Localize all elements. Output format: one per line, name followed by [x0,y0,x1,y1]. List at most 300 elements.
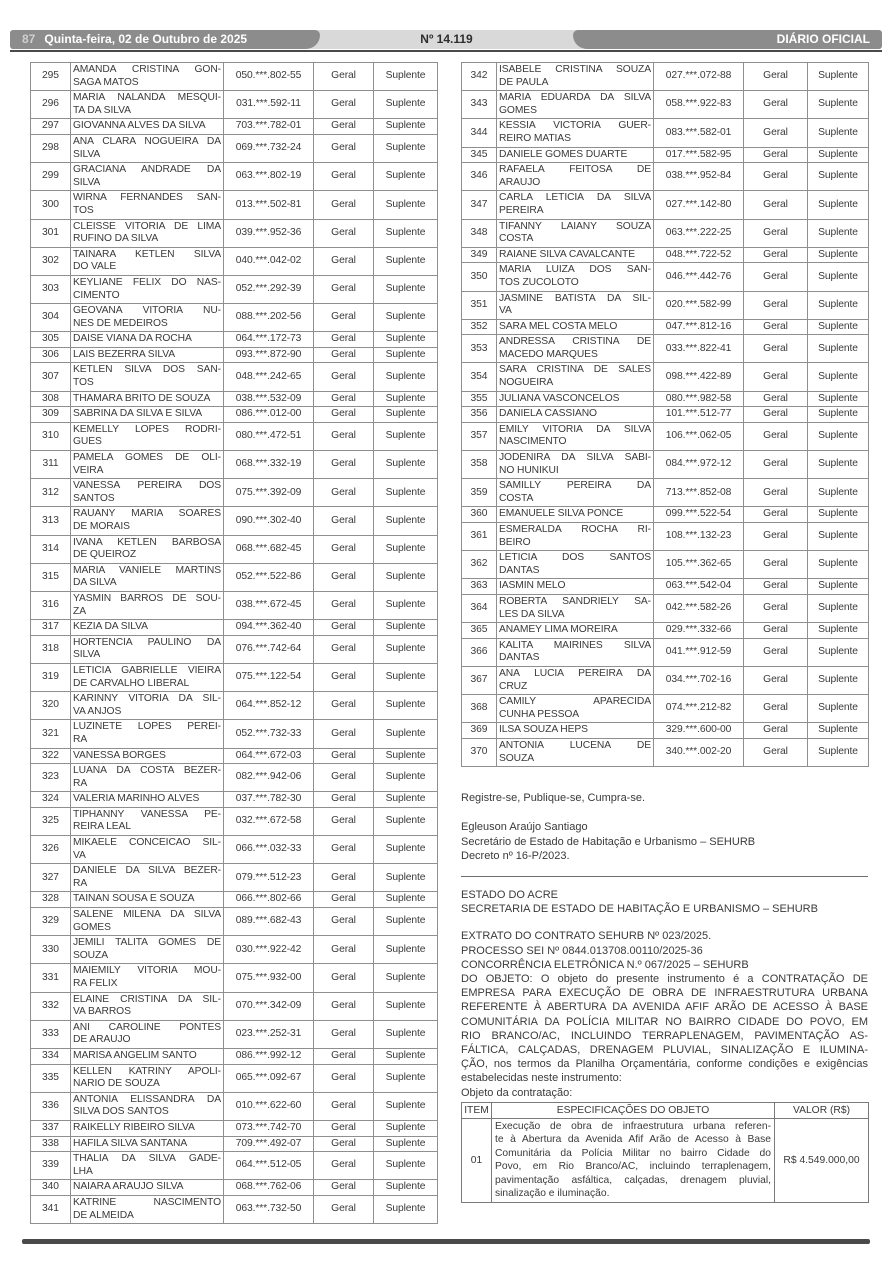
entry-number: 308 [31,391,71,407]
status-cell: Suplente [374,507,438,535]
status-cell: Suplente [374,391,438,407]
status-cell: Suplente [374,836,438,864]
category-cell: Geral [314,407,374,423]
candidate-name [497,523,654,551]
status-cell: Suplente [374,407,438,423]
entry-number: 338 [31,1136,71,1152]
candidate-name-line: MIKAELE CONCEICAO SIL- [73,837,221,849]
cpf-masked: 703.***.782-01 [224,119,314,135]
candidate-name-line: ANDRESSA CRISTINA DE [499,336,651,348]
entry-number: 325 [31,807,71,835]
status-cell: Suplente [374,807,438,835]
candidate-name-line: VA [499,305,512,317]
category-cell: Geral [744,479,808,507]
category-cell: Geral [314,591,374,619]
status-cell: Suplente [808,219,869,247]
candidate-row [462,63,869,91]
candidate-name [71,1180,224,1196]
status-cell: Suplente [374,764,438,792]
contract-object-line: RIO BRANCO/AC, INCLUINDO TERRAPLENAGEM, PAVIMENTAÇÃO AS- [461,1029,868,1042]
candidate-name-line: CRUZ [499,680,528,692]
candidate-name-line: LETICIA DOS SANTOS [499,552,651,564]
candidate-row [462,579,869,595]
cpf-masked: 089.***.682-43 [224,908,314,936]
entry-number: 305 [31,332,71,348]
category-cell: Geral [314,864,374,892]
candidate-name [497,723,654,739]
candidate-row [462,191,869,219]
status-cell: Suplente [808,363,869,391]
candidate-row [31,304,438,332]
candidate-name-line: RA FELIX [73,978,118,989]
candidate-row [31,836,438,864]
candidate-table-right [461,62,869,767]
status-cell: Suplente [374,720,438,748]
entry-number: 365 [462,623,497,639]
entry-number: 311 [31,451,71,479]
cpf-masked: 039.***.952-36 [224,219,314,247]
candidate-name-line: ANTONIA ELISSANDRA DA [73,1093,221,1105]
candidate-name-line: KARINNY VITORIA DA SIL- [73,693,221,705]
category-cell: Geral [744,391,808,407]
candidate-name [71,1048,224,1064]
candidate-name [71,864,224,892]
candidate-name [71,479,224,507]
candidate-row [462,335,869,363]
candidate-name-line: SANTOS [73,492,115,504]
cpf-masked: 329.***.600-00 [654,723,744,739]
candidate-name [71,363,224,391]
candidate-name-line: KEZIA DA SILVA [73,621,148,633]
candidate-name [71,748,224,764]
candidate-name [71,1195,224,1223]
cpf-masked: 063.***.222-25 [654,219,744,247]
candidate-row [462,407,869,423]
entry-number: 334 [31,1048,71,1064]
candidate-name [497,666,654,694]
cpf-masked: 076.***.742-64 [224,635,314,663]
candidate-name-line: WIRNA FERNANDES SAN- [73,192,221,204]
category-cell: Geral [314,422,374,450]
candidate-name-line: RA [73,733,88,745]
candidate-name [71,807,224,835]
status-cell: Suplente [808,335,869,363]
contract-col-spec: ESPECIFICAÇÕES DO OBJETO [492,1102,775,1118]
signatory-role: Secretário de Estado de Habitação e Urbanismo – SEHURB [461,835,756,848]
candidate-name-line: DE ALMEIDA [73,1209,134,1221]
entry-number: 298 [31,134,71,162]
candidate-name-line: SALENE MILENA DA SILVA [73,909,221,921]
status-cell: Suplente [808,91,869,119]
category-cell: Geral [314,1152,374,1180]
category-cell: Geral [314,507,374,535]
candidate-name [497,319,654,335]
entry-number: 355 [462,391,497,407]
candidate-name-line: TOS ZUCOLOTO [499,276,579,288]
status-cell: Suplente [808,422,869,450]
status-cell: Suplente [808,523,869,551]
candidate-name [497,479,654,507]
candidate-name-line: PAMELA GOMES DE OLI- [73,452,221,464]
status-cell: Suplente [374,332,438,348]
status-cell: Suplente [808,738,869,766]
status-cell: Suplente [374,563,438,591]
contract-bid-number: CONCORRÊNCIA ELETRÔNICA N.º 067/2025 – SEHURB [461,958,749,971]
contract-object-label: Objeto da contratação: [461,1086,573,1099]
cpf-masked: 052.***.732-33 [224,720,314,748]
candidate-name [71,591,224,619]
status-cell: Suplente [374,1092,438,1120]
candidate-name-line: DAISE VIANA DA ROCHA [73,333,192,345]
candidate-name-line: SAGA MATOS [73,76,139,88]
status-cell: Suplente [374,91,438,119]
cpf-masked: 038.***.532-09 [224,391,314,407]
cpf-masked: 084.***.972-12 [654,451,744,479]
header-date: Quinta-feira, 02 de Outubro de 2025 [44,32,248,46]
contract-value: R$ 4.549.000,00 [775,1118,869,1202]
entry-number: 346 [462,163,497,191]
category-cell: Geral [314,892,374,908]
contract-object-line: FÁLTICA, CALÇADAS, DRENAGEM PLUVIAL, SINALIZAÇÃO E ILUMINA- [461,1043,868,1056]
candidate-name [71,247,224,275]
entry-number: 358 [462,451,497,479]
category-cell: Geral [314,908,374,936]
candidate-row [31,1064,438,1092]
candidate-row [31,1020,438,1048]
right-column [461,62,868,1203]
candidate-name [497,147,654,163]
category-cell: Geral [314,692,374,720]
candidate-name-line: GUES [73,436,102,448]
contract-object-line: ÇÃO, nos termos da Planilha Orçamentária, conforme condições e exigências [461,1058,868,1071]
entry-number: 297 [31,119,71,135]
category-cell: Geral [314,1180,374,1196]
candidate-name [71,620,224,636]
category-cell: Geral [744,623,808,639]
candidate-name [71,1152,224,1180]
contract-object-line: REFERENTE À ABERTURA DA AVENIDA AFIF ARÃO DE ACESSO À BASE [461,1001,868,1014]
candidate-name-line: NAIARA ARAUJO SILVA [73,1181,184,1193]
entry-number: 310 [31,422,71,450]
entry-number: 367 [462,666,497,694]
entry-number: 363 [462,579,497,595]
candidate-name [71,908,224,936]
candidate-name-line: DANIELA CASSIANO [499,408,597,420]
candidate-name-line: GEOVANA VITORIA NU- [73,305,221,317]
candidate-name [71,347,224,363]
entry-number: 337 [31,1120,71,1136]
candidate-row [462,551,869,579]
category-cell: Geral [314,363,374,391]
category-cell: Geral [314,1195,374,1223]
category-cell: Geral [314,391,374,407]
status-cell: Suplente [808,579,869,595]
category-cell: Geral [314,479,374,507]
candidate-name-line: MACEDO MARQUES [499,348,598,360]
candidate-name-line: PEREIRA [499,204,544,216]
candidate-name [497,391,654,407]
candidate-row [31,748,438,764]
cpf-masked: 046.***.442-76 [654,263,744,291]
entry-number: 340 [31,1180,71,1196]
candidate-name-line: RAIANE SILVA CAVALCANTE [499,248,635,260]
category-cell: Geral [314,304,374,332]
category-cell: Geral [314,219,374,247]
candidate-row [31,864,438,892]
category-cell: Geral [744,407,808,423]
status-cell: Suplente [374,304,438,332]
entry-number: 316 [31,591,71,619]
candidate-row [31,563,438,591]
edition-number: Nº 14.119 [420,32,473,46]
candidate-row [462,479,869,507]
candidate-row [31,964,438,992]
candidate-row [31,892,438,908]
status-cell: Suplente [808,319,869,335]
candidate-name-line: DANTAS [499,564,540,576]
candidate-name-line: LES DA SILVA [499,608,565,620]
entry-number: 314 [31,535,71,563]
status-cell: Suplente [808,551,869,579]
candidate-name-line: KALITA MAIRINES SILVA [499,639,651,651]
entry-number: 335 [31,1064,71,1092]
candidate-row [31,1092,438,1120]
candidate-row [31,363,438,391]
candidate-name-line: TIFANNY LAIANY SOUZA [499,220,651,232]
category-cell: Geral [314,91,374,119]
cpf-masked: 066.***.802-66 [224,892,314,908]
cpf-masked: 013.***.502-81 [224,191,314,219]
candidate-name [71,964,224,992]
cpf-masked: 052.***.292-39 [224,275,314,303]
category-cell: Geral [314,992,374,1020]
cpf-masked: 032.***.672-58 [224,807,314,835]
candidate-name-line: ESMERALDA ROCHA RI- [499,524,651,535]
cpf-masked: 020.***.582-99 [654,291,744,319]
cpf-masked: 050.***.802-55 [224,63,314,91]
category-cell: Geral [314,720,374,748]
status-cell: Suplente [374,864,438,892]
candidate-name [71,992,224,1020]
entry-number: 296 [31,91,71,119]
category-cell: Geral [744,319,808,335]
entry-number: 336 [31,1092,71,1120]
candidate-name-line: NARIO DE SOUZA [73,1078,160,1090]
status-cell: Suplente [808,147,869,163]
status-cell: Suplente [374,134,438,162]
candidate-name-line: HAFILA SILVA SANTANA [73,1137,188,1149]
candidate-name-line: LUZINETE LOPES PEREI- [73,721,221,733]
entry-number: 318 [31,635,71,663]
candidate-row [31,422,438,450]
candidate-name-line: NO HUNIKUI [499,464,559,476]
candidate-name [497,594,654,622]
entry-number: 326 [31,836,71,864]
candidate-name [497,623,654,639]
entry-number: 300 [31,191,71,219]
candidate-name-line: RAIKELLY RIBEIRO SILVA [73,1121,195,1133]
candidate-row [31,332,438,348]
contract-spec-line: Comunitária da Polícia Militar no bairro Cidade do [495,1147,771,1159]
candidate-name [71,304,224,332]
contract-row [462,1118,869,1202]
status-cell: Suplente [374,908,438,936]
status-cell: Suplente [374,620,438,636]
candidate-row [462,391,869,407]
candidate-name [71,692,224,720]
cpf-masked: 023.***.252-31 [224,1020,314,1048]
candidate-name [71,792,224,808]
candidate-row [462,451,869,479]
status-cell: Suplente [374,535,438,563]
cpf-masked: 074.***.212-82 [654,695,744,723]
status-cell: Suplente [374,635,438,663]
candidate-name-line: EMILY VITORIA DA SILVA [499,423,651,435]
candidate-name-line: ANTONIA LUCENA DE [499,739,651,751]
candidate-row [31,507,438,535]
candidate-name-line: SARA MEL COSTA MELO [499,320,618,332]
status-cell: Suplente [808,666,869,694]
status-cell: Suplente [374,748,438,764]
cpf-masked: 098.***.422-89 [654,363,744,391]
category-cell: Geral [314,663,374,691]
candidate-name [497,291,654,319]
cpf-masked: 037.***.782-30 [224,792,314,808]
candidate-name-line: MAIEMILY VITORIA MOU- [73,965,221,977]
candidate-name-line: SILVA [73,649,101,661]
section-divider [461,876,868,877]
entry-number: 370 [462,738,497,766]
candidate-row [31,792,438,808]
cpf-masked: 063.***.542-04 [654,579,744,595]
candidate-name-line: MARIA NALANDA MESQUI- [73,92,221,104]
category-cell: Geral [744,91,808,119]
candidate-name-line: JODENIRA DA SILVA SABI- [499,452,651,464]
status-cell: Suplente [808,695,869,723]
candidate-row [31,992,438,1020]
entry-number: 306 [31,347,71,363]
entry-number: 319 [31,663,71,691]
candidate-name-line: NOGUEIRA [499,377,554,389]
cpf-masked: 052.***.522-86 [224,563,314,591]
contract-object-line: DO OBJETO: O objeto do presente instrumento é a CONTRATAÇÃO DE [461,972,868,985]
category-cell: Geral [744,695,808,723]
cpf-masked: 080.***.472-51 [224,422,314,450]
status-cell: Suplente [374,792,438,808]
cpf-masked: 040.***.042-02 [224,247,314,275]
candidate-name [497,335,654,363]
status-cell: Suplente [374,591,438,619]
candidate-row [31,620,438,636]
cpf-masked: 340.***.002-20 [654,738,744,766]
candidate-name-line: REIRO MATIAS [499,132,571,144]
status-cell: Suplente [808,407,869,423]
candidate-name [71,1092,224,1120]
entry-number: 345 [462,147,497,163]
candidate-name [71,635,224,663]
cpf-masked: 101.***.512-77 [654,407,744,423]
category-cell: Geral [744,191,808,219]
candidate-table-right-body [462,63,869,767]
candidate-row [31,275,438,303]
candidate-row [462,623,869,639]
candidate-name-line: HORTENCIA PAULINO DA [73,636,221,648]
candidate-row [31,191,438,219]
candidate-row [31,163,438,191]
candidate-name-line: KEMELLY LOPES RODRI- [73,423,221,435]
candidate-row [462,291,869,319]
candidate-name-line: VEIRA [73,464,104,476]
status-cell: Suplente [374,663,438,691]
category-cell: Geral [314,836,374,864]
contract-spec [492,1118,775,1202]
candidate-name-line: DE PAULA [499,76,549,88]
contract-spec-line: sinalização e iluminação. [495,1188,610,1200]
candidate-name [497,263,654,291]
candidate-name [71,1136,224,1152]
entry-number: 366 [462,638,497,666]
status-cell: Suplente [374,363,438,391]
candidate-row [31,635,438,663]
contract-object-paragraph [461,972,868,1086]
contract-col-item: ITEM [462,1102,492,1118]
candidate-name-line: AMANDA CRISTINA GON- [73,64,221,75]
entry-number: 350 [462,263,497,291]
cpf-masked: 105.***.362-65 [654,551,744,579]
cpf-masked: 017.***.582-95 [654,147,744,163]
entry-number: 333 [31,1020,71,1048]
candidate-name [71,892,224,908]
cpf-masked: 070.***.342-09 [224,992,314,1020]
candidate-row [31,936,438,964]
candidate-name-line: SAMILLY PEREIRA DA [499,480,651,492]
status-cell: Suplente [374,1180,438,1196]
candidate-name [71,1064,224,1092]
candidate-name [71,720,224,748]
candidate-name-line: ISABELE CRISTINA SOUZA [499,64,651,75]
status-cell: Suplente [374,479,438,507]
candidate-name-line: VANESSA PEREIRA DOS [73,480,221,492]
category-cell: Geral [314,1048,374,1064]
candidate-name-line: BEIRO [499,536,531,548]
candidate-row [462,219,869,247]
entry-number: 329 [31,908,71,936]
candidate-name-line: MARISA ANGELIM SANTO [73,1049,197,1061]
candidate-row [462,594,869,622]
candidate-name-line: RA [73,877,88,889]
candidate-row [31,347,438,363]
cpf-masked: 033.***.822-41 [654,335,744,363]
candidate-name-line: IVANA KETLEN BARBOSA [73,536,221,548]
status-cell: Suplente [374,347,438,363]
cpf-masked: 088.***.202-56 [224,304,314,332]
category-cell: Geral [314,764,374,792]
cpf-masked: 064.***.852-12 [224,692,314,720]
cpf-masked: 094.***.362-40 [224,620,314,636]
candidate-name-line: NASCIMENTO [499,436,567,448]
candidate-name-line: EMANUELE SILVA PONCE [499,508,624,520]
candidate-name [71,1120,224,1136]
candidate-name-line: NES DE MEDEIROS [73,317,168,329]
status-cell: Suplente [374,992,438,1020]
entry-number: 344 [462,119,497,147]
status-cell: Suplente [374,1195,438,1223]
cpf-masked: 010.***.622-60 [224,1092,314,1120]
category-cell: Geral [744,291,808,319]
cpf-masked: 047.***.812-16 [654,319,744,335]
status-cell: Suplente [808,479,869,507]
candidate-name-line: SOUZA [73,949,108,961]
